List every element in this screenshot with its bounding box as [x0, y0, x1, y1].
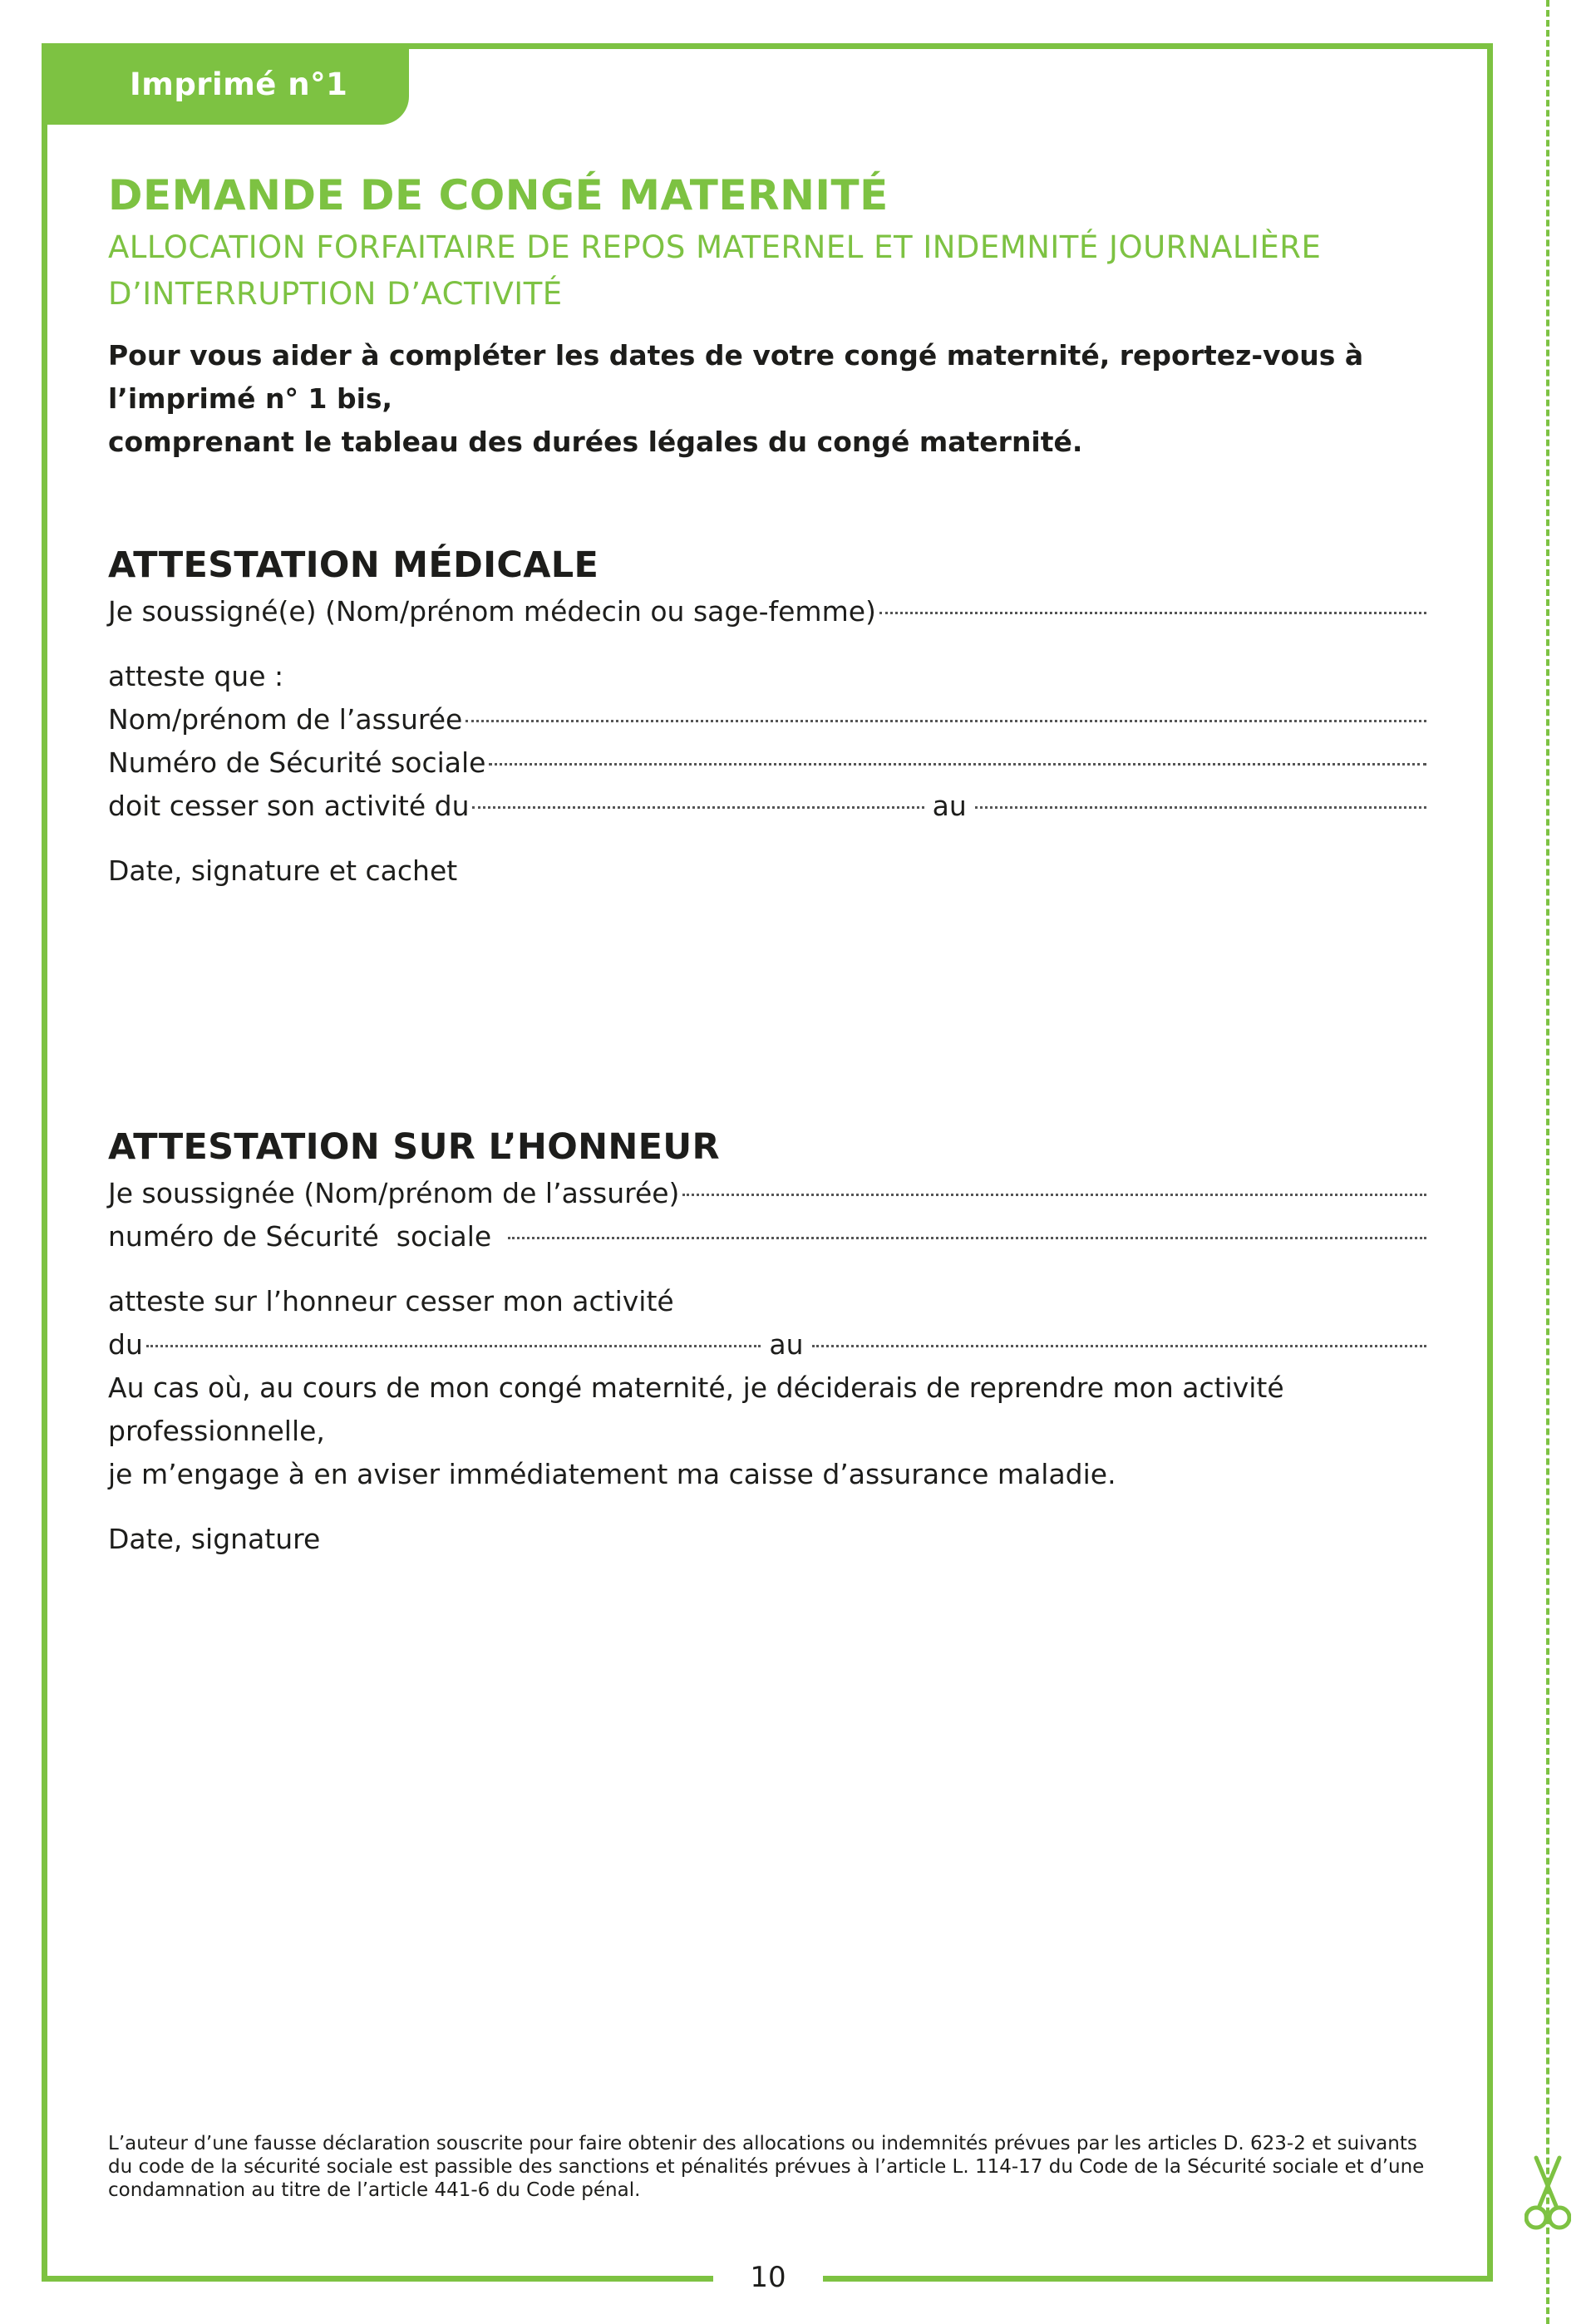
- honneur-soussignee-label: Je soussignée (Nom/prénom de l’assurée): [108, 1177, 680, 1209]
- footnote-line-3: condamnation au titre de l’article 441-6 du Code pénal.: [108, 2179, 641, 2201]
- form-tab: [42, 43, 409, 125]
- medical-nom-field[interactable]: [108, 698, 1430, 741]
- medical-signature-label: Date, signature et cachet: [108, 854, 458, 887]
- honneur-du-label: du: [108, 1328, 143, 1361]
- honneur-secu-field[interactable]: [108, 1215, 1430, 1258]
- medical-soussigne-field[interactable]: [108, 590, 1430, 633]
- honneur-end-date-blank[interactable]: [812, 1345, 1427, 1347]
- form-tab-label: Imprimé n°1: [130, 66, 348, 102]
- form-content: [108, 166, 1430, 1561]
- cut-line: [1546, 0, 1549, 2324]
- honneur-soussignee-blank[interactable]: [682, 1194, 1426, 1196]
- honneur-section: [108, 1122, 1430, 1561]
- page-number: 10: [750, 2261, 786, 2294]
- honneur-soussignee-field[interactable]: [108, 1172, 1430, 1215]
- legal-footnote: [108, 2132, 1430, 2202]
- footnote-line-2: du code de la sécurité sociale est passible des sanctions et pénalités prévues à l’article L. 114-17 du Code de la Sécurité sociale et d’une: [108, 2156, 1425, 2178]
- medical-section-title: ATTESTATION MÉDICALE: [108, 544, 599, 586]
- honneur-atteste-label: atteste sur l’honneur cesser mon activité: [108, 1285, 674, 1317]
- medical-soussigne-blank[interactable]: [879, 612, 1426, 614]
- intro-text: [108, 334, 1430, 464]
- medical-atteste-label: atteste que :: [108, 660, 284, 692]
- medical-nom-label: Nom/prénom de l’assurée: [108, 703, 463, 736]
- footnote-line-1: L’auteur d’une fausse déclaration souscrite pour faire obtenir des allocations ou indemnités prévues par les articles D. 623-2 et suivants: [108, 2133, 1417, 2154]
- frame-bottom-border-right: [823, 2276, 1493, 2282]
- honneur-secu-blank[interactable]: [508, 1237, 1426, 1239]
- medical-soussigne-label: Je soussigné(e) (Nom/prénom médecin ou sage-femme): [108, 595, 876, 628]
- honneur-signature-label: Date, signature: [108, 1523, 321, 1555]
- medical-secu-label: Numéro de Sécurité sociale: [108, 746, 486, 779]
- honneur-dates-field[interactable]: [108, 1323, 1430, 1366]
- medical-nom-blank[interactable]: [466, 720, 1426, 722]
- medical-end-date-blank[interactable]: [975, 806, 1426, 809]
- honneur-engagement-line-1: Au cas où, au cours de mon congé maternité, je déciderais de reprendre mon activité professionnelle,: [108, 1371, 1284, 1447]
- medical-start-date-blank[interactable]: [472, 806, 924, 809]
- honneur-section-title: ATTESTATION SUR L’HONNEUR: [108, 1126, 720, 1168]
- medical-secu-blank[interactable]: [489, 763, 1426, 766]
- intro-line-2: comprenant le tableau des durées légales du congé maternité.: [108, 426, 1083, 458]
- frame-bottom-border-left: [42, 2276, 713, 2282]
- honneur-start-date-blank[interactable]: [146, 1345, 761, 1347]
- honneur-engagement-line-2: je m’engage à en aviser immédiatement ma caisse d’assurance maladie.: [108, 1458, 1116, 1490]
- honneur-secu-label: numéro de Sécurité sociale: [108, 1220, 492, 1253]
- honneur-au-label: au: [769, 1328, 804, 1361]
- form-subtitle-line-1: ALLOCATION FORFAITAIRE DE REPOS MATERNEL ET INDEMNITÉ JOURNALIÈRE: [108, 229, 1322, 265]
- form-title: DEMANDE DE CONGÉ MATERNITÉ: [108, 171, 889, 219]
- medical-section: [108, 540, 1430, 893]
- medical-cesser-label: doit cesser son activité du: [108, 790, 470, 822]
- medical-dates-field[interactable]: [108, 785, 1430, 828]
- medical-au-label: au: [932, 790, 967, 822]
- medical-secu-field[interactable]: [108, 741, 1430, 785]
- intro-line-1: Pour vous aider à compléter les dates de votre congé maternité, reportez-vous à l’imprimé n° 1 bis,: [108, 339, 1364, 415]
- honneur-engagement-text: [108, 1366, 1430, 1496]
- form-subtitle-line-2: D’INTERRUPTION D’ACTIVITÉ: [108, 276, 563, 312]
- scissors-icon: [1525, 2153, 1571, 2236]
